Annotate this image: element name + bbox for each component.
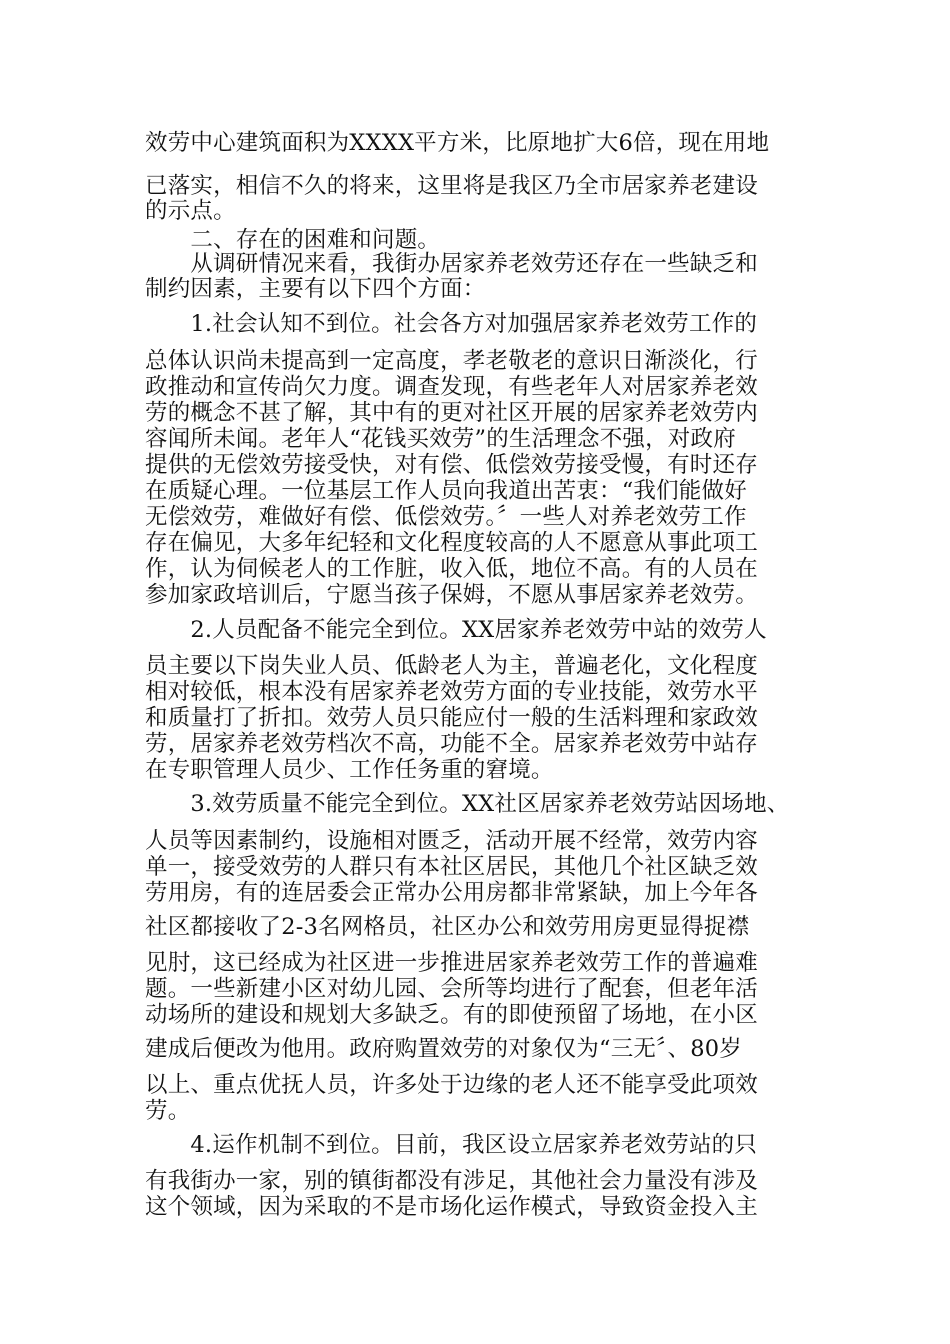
text-line: 见肘，这已经成为社区进一步推进居家养老效劳工作的普遍难 xyxy=(145,950,758,976)
text-line: 作，认为伺候老人的工作脏，收入低，地位不高。有的人员在 xyxy=(145,556,758,582)
text-line: 的示点。 xyxy=(145,198,236,224)
numbered-point-heading: 2.人员配备不能完全到位。XX居家养老效劳中站的效劳人 xyxy=(145,617,767,643)
text-line: 劳的概念不甚了解，其中有的更对社区开展的居家养老效劳内 xyxy=(145,400,758,426)
numbered-point-heading: 4.运作机制不到位。目前，我区设立居家养老效劳站的只 xyxy=(145,1132,758,1158)
text-line: 制约因素，主要有以下四个方面： xyxy=(145,276,486,302)
numbered-point-heading: 1.社会认知不到位。社会各方对加强居家养老效劳工作的 xyxy=(145,311,758,337)
text-line: 建成后便改为他用。政府购置效劳的对象仅为“三无〞、80岁 xyxy=(145,1036,742,1062)
text-line: 在专职管理人员少、工作任务重的窘境。 xyxy=(145,757,554,783)
text-line: 参加家政培训后，宁愿当孩子保姆，不愿从事居家养老效劳。 xyxy=(145,582,758,608)
text-line: 提供的无偿效劳接受快，对有偿、低偿效劳接受慢，有时还存 xyxy=(145,452,758,478)
text-line: 题。一些新建小区对幼儿园、会所等均进行了配套，但老年活 xyxy=(145,976,758,1002)
text-line: 社区都接收了2-3名网格员，社区办公和效劳用房更显得捉襟 xyxy=(145,914,750,940)
text-line: 从调研情况来看，我街办居家养老效劳还存在一些缺乏和 xyxy=(145,251,758,277)
text-line: 劳，居家养老效劳档次不高，功能不全。居家养老效劳中站存 xyxy=(145,731,758,757)
text-line: 和质量打了折扣。效劳人员只能应付一般的生活料理和家政效 xyxy=(145,705,758,731)
text-line: 单一，接受效劳的人群只有本社区居民，其他几个社区缺乏效 xyxy=(145,854,758,880)
section-heading: 二、存在的困难和问题。 xyxy=(145,227,441,253)
numbered-point-heading: 3.效劳质量不能完全到位。XX社区居家养老效劳站因场地、 xyxy=(145,791,790,817)
text-line: 政推动和宣传尚欠力度。调查发现，有些老年人对居家养老效 xyxy=(145,374,758,400)
text-line: 劳。 xyxy=(145,1098,191,1124)
text-line: 容闻所未闻。老年人“花钱买效劳”的生活理念不强，对政府 xyxy=(145,426,736,452)
text-line: 在质疑心理。一位基层工作人员向我道出苦衷：“我们能做好 xyxy=(145,478,747,504)
text-line: 动场所的建设和规划大多缺乏。有的即使预留了场地，在小区 xyxy=(145,1002,758,1028)
text-line: 相对较低，根本没有居家养老效劳方面的专业技能，效劳水平 xyxy=(145,679,758,705)
text-line: 劳用房，有的连居委会正常办公用房都非常紧缺，加上今年各 xyxy=(145,880,758,906)
text-line: 这个领域，因为采取的不是市场化运作模式，导致资金投入主 xyxy=(145,1194,758,1220)
text-line: 存在偏见，大多年纪轻和文化程度较高的人不愿意从事此项工 xyxy=(145,530,758,556)
text-line: 已落实，相信不久的将来，这里将是我区乃全市居家养老建设 xyxy=(145,173,758,199)
text-line: 总体认识尚未提高到一定高度，孝老敬老的意识日渐淡化，行 xyxy=(145,348,758,374)
text-line: 效劳中心建筑面积为XXXX平方米，比原地扩大6倍，现在用地 xyxy=(145,130,770,156)
text-line: 员主要以下岗失业人员、低龄老人为主，普遍老化，文化程度 xyxy=(145,653,758,679)
text-line: 有我街办一家，别的镇街都没有涉足，其他社会力量没有涉及 xyxy=(145,1168,758,1194)
text-line: 无偿效劳，难做好有偿、低偿效劳。〞一些人对养老效劳工作 xyxy=(145,504,747,530)
text-line: 人员等因素制约，设施相对匮乏，活动开展不经常，效劳内容 xyxy=(145,828,758,854)
text-line: 以上、重点优抚人员，许多处于边缘的老人还不能享受此项效 xyxy=(145,1072,758,1098)
